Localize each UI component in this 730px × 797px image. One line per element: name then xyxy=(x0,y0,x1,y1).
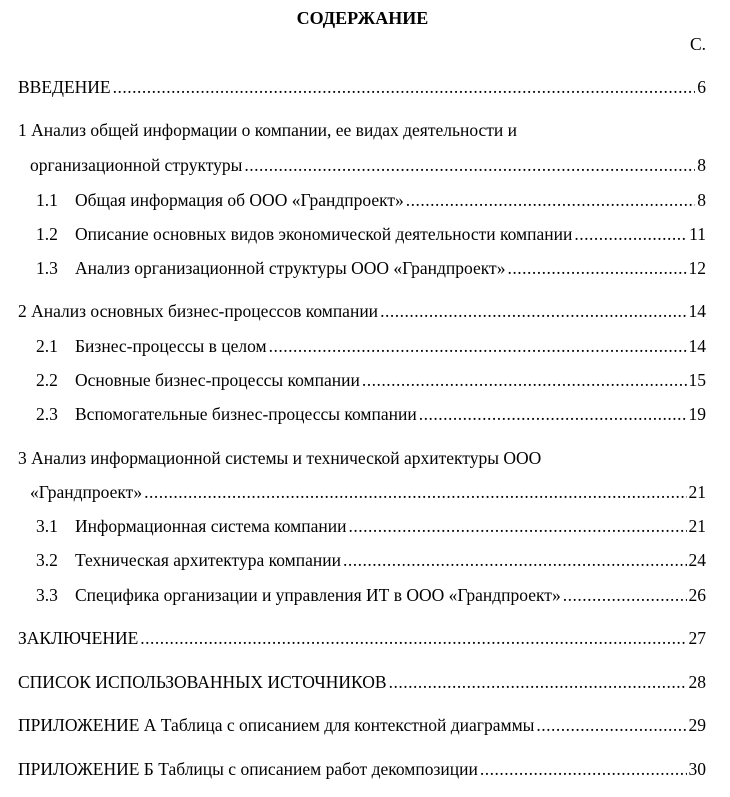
toc-entry-title: Вспомогательные бизнес-процессы компании xyxy=(75,404,417,424)
toc-entry[interactable] xyxy=(18,758,706,780)
toc-entry[interactable] xyxy=(18,119,517,141)
toc-entry-page: 8 xyxy=(697,190,706,210)
dot-leader xyxy=(269,335,687,357)
dot-leader xyxy=(480,758,687,780)
dot-leader xyxy=(380,300,686,322)
dot-leader xyxy=(348,515,686,537)
toc-entry-title: ПРИЛОЖЕНИЕ Б Таблицы с описанием работ декомпозиции xyxy=(18,759,478,779)
toc-entry[interactable] xyxy=(18,223,706,245)
toc-entry[interactable] xyxy=(18,403,706,425)
toc-entry-number: 1.3 xyxy=(36,258,58,278)
toc-entry-number: 2.3 xyxy=(36,404,58,424)
dot-leader xyxy=(406,189,695,211)
dot-leader xyxy=(144,481,686,503)
toc-entry[interactable] xyxy=(18,515,706,537)
toc-entry-title: ВВЕДЕНИЕ xyxy=(18,77,111,97)
toc-entry[interactable] xyxy=(18,627,706,649)
toc-entry-title: Описание основных видов экономической деятельности компании xyxy=(75,224,573,244)
toc-entry-title: ЗАКЛЮЧЕНИЕ xyxy=(18,628,139,648)
toc-entry[interactable] xyxy=(18,584,706,606)
toc-entry-title: СПИСОК ИСПОЛЬЗОВАННЫХ ИСТОЧНИКОВ xyxy=(18,672,387,692)
toc-entry-title: «Грандпроект» xyxy=(30,482,143,502)
dot-leader xyxy=(113,76,696,98)
toc-entry-page: 12 xyxy=(688,258,706,278)
dot-leader xyxy=(140,627,686,649)
toc-entry-title: Общая информация об ООО «Грандпроект» xyxy=(75,190,404,210)
toc-entry-title: ПРИЛОЖЕНИЕ А Таблица с описанием для контекстной диаграммы xyxy=(18,715,535,735)
toc-entry-page: 14 xyxy=(688,336,706,356)
toc-entry-title: 3 Анализ информационной системы и технической архитектуры ООО xyxy=(18,448,542,468)
toc-entry-page: 26 xyxy=(688,585,706,605)
toc-entry-number: 2.2 xyxy=(36,370,58,390)
toc-entry-title: Информационная система компании xyxy=(75,516,347,536)
toc-entry-page: 11 xyxy=(689,224,706,244)
toc-entry-page: 19 xyxy=(688,404,706,424)
dot-leader xyxy=(389,671,687,693)
toc-entry-number: 3.3 xyxy=(36,585,58,605)
toc-entry-page: 24 xyxy=(688,550,706,570)
toc-entry-page: 21 xyxy=(688,516,706,536)
toc-entry-number: 2.1 xyxy=(36,336,58,356)
toc-entry-title: 2 Анализ основных бизнес-процессов компании xyxy=(18,301,379,321)
toc-entry[interactable] xyxy=(30,481,706,503)
toc-entry-number: 3.1 xyxy=(36,516,58,536)
toc-entry-page: 6 xyxy=(697,77,706,97)
toc-entry-title: Бизнес-процессы в целом xyxy=(75,336,267,356)
toc-entry[interactable] xyxy=(18,76,706,98)
toc-entry-title: Специфика организации и управления ИТ в ООО «Грандпроект» xyxy=(75,585,561,605)
dot-leader xyxy=(507,257,686,279)
toc-entry[interactable] xyxy=(18,447,541,469)
toc-entry-page: 8 xyxy=(697,155,706,175)
toc-entry[interactable] xyxy=(18,714,706,736)
dot-leader xyxy=(343,549,687,571)
dot-leader xyxy=(563,584,687,606)
toc-entry-title: Техническая архитектура компании xyxy=(75,550,341,570)
dot-leader xyxy=(419,403,687,425)
toc-entry-page: 30 xyxy=(688,759,706,779)
toc-entry-title: организационной структуры xyxy=(30,155,243,175)
toc-entry[interactable] xyxy=(18,300,706,322)
toc-entry-number: 1.2 xyxy=(36,224,58,244)
toc-entry-page: 28 xyxy=(688,672,706,692)
toc-entry-title: Основные бизнес-процессы компании xyxy=(75,370,360,390)
toc-entry-page: 29 xyxy=(688,715,706,735)
toc-entry[interactable] xyxy=(18,257,706,279)
dot-leader xyxy=(244,154,695,176)
toc-entry[interactable] xyxy=(18,369,706,391)
page-column-label: С. xyxy=(689,34,706,54)
toc-entry[interactable] xyxy=(30,154,706,176)
toc-entry-page: 15 xyxy=(688,370,706,390)
toc-entry-page: 14 xyxy=(688,301,706,321)
dot-leader xyxy=(362,369,687,391)
dot-leader xyxy=(536,714,686,736)
toc-entry-title: Анализ организационной структуры ООО «Грандпроект» xyxy=(75,258,506,278)
dot-leader xyxy=(574,223,687,245)
toc-entry[interactable] xyxy=(18,189,706,211)
toc-entry[interactable] xyxy=(18,335,706,357)
page-title: СОДЕРЖАНИЕ xyxy=(296,8,429,28)
toc-entry[interactable] xyxy=(18,671,706,693)
toc-entry[interactable] xyxy=(18,549,706,571)
toc-entry-page: 21 xyxy=(688,482,706,502)
toc-entry-page: 27 xyxy=(688,628,706,648)
toc-entry-title: 1 Анализ общей информации о компании, ее видах деятельности и xyxy=(18,120,518,140)
toc-entry-number: 1.1 xyxy=(36,190,58,210)
toc-entry-number: 3.2 xyxy=(36,550,58,570)
